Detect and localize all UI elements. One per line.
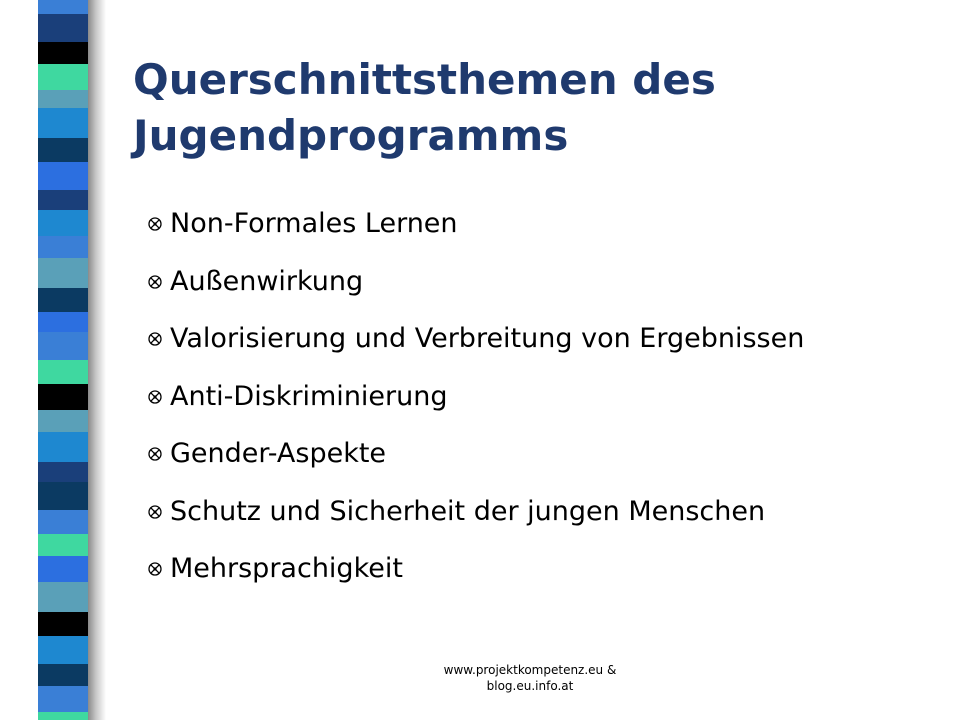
stripe-block [38, 612, 88, 636]
slide-title-line-1: Querschnittsthemen des [133, 55, 716, 104]
bullet-item [140, 319, 940, 377]
stripe-block [38, 190, 88, 210]
stripe-block [38, 64, 88, 90]
stripe-block [38, 14, 88, 42]
stripe-block [38, 410, 88, 432]
bullet-item [140, 204, 940, 262]
stripe-shadow [88, 0, 106, 720]
stripe-block [38, 332, 88, 360]
stripe-block [38, 360, 88, 384]
stripe-block [38, 664, 88, 686]
stripe-block [38, 210, 88, 236]
stripe-block [38, 582, 88, 612]
bullet-list [140, 204, 940, 607]
stripe-block [38, 686, 88, 712]
stripe-block [38, 90, 88, 108]
bullet-text: Anti-Diskriminierung [170, 380, 448, 412]
circled-cross-icon [140, 377, 170, 417]
footer-text [330, 662, 730, 694]
footer-line-1: www.projektkompetenz.eu & [443, 663, 617, 677]
circled-cross-icon [140, 262, 170, 302]
stripe-block [38, 236, 88, 258]
stripe-block [38, 0, 88, 14]
bullet-item [140, 434, 940, 492]
decorative-stripe [38, 0, 88, 720]
bullet-item [140, 492, 940, 550]
bullet-text: Gender-Aspekte [170, 438, 387, 469]
stripe-block [38, 312, 88, 332]
footer-line-2: blog.eu.info.at [486, 679, 574, 693]
stripe-block [38, 258, 88, 288]
circled-cross-icon [140, 492, 170, 532]
stripe-block [38, 636, 88, 664]
stripe-block [38, 462, 88, 482]
stripe-block [38, 42, 88, 64]
stripe-block [38, 384, 88, 410]
stripe-block [38, 712, 88, 720]
stripe-block [38, 138, 88, 162]
slide-title [133, 52, 933, 164]
bullet-text: Valorisierung und Verbreitung von Ergebnissen [170, 323, 805, 354]
stripe-block [38, 108, 88, 138]
bullet-item [140, 549, 940, 607]
circled-cross-icon [140, 204, 170, 244]
stripe-block [38, 432, 88, 462]
bullet-text: Mehrsprachigkeit [170, 553, 403, 584]
bullet-text: Schutz und Sicherheit der jungen Menschen [170, 495, 766, 527]
bullet-item [140, 377, 940, 435]
slide-title-line-2: Jugendprogramms [133, 111, 569, 160]
stripe-block [38, 162, 88, 190]
bullet-item [140, 262, 940, 320]
stripe-block [38, 534, 88, 556]
circled-cross-icon [140, 434, 170, 474]
stripe-block [38, 288, 88, 312]
circled-cross-icon [140, 549, 170, 589]
stripe-block [38, 482, 88, 510]
stripe-block [38, 510, 88, 534]
stripe-block [38, 556, 88, 582]
circled-cross-icon [140, 319, 170, 359]
bullet-text: Außenwirkung [170, 265, 364, 297]
bullet-text: Non-Formales Lernen [170, 208, 458, 239]
